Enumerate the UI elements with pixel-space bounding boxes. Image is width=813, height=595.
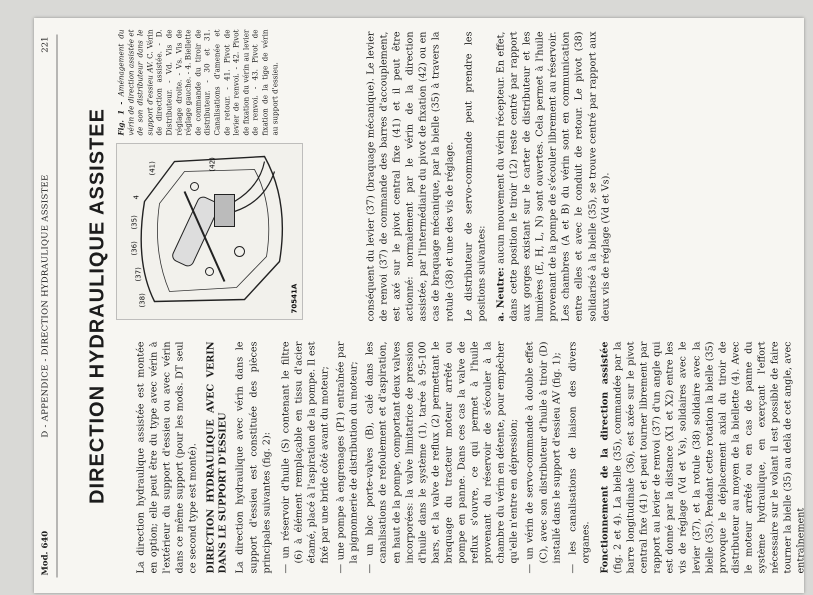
section-intro: La direction hydraulique avec vérin dans le support d'essieu est constituée des pièces principales suivantes (fig. 2):: [234, 341, 272, 573]
caption-title: Aménagement du vérin de direction assistée et de son distributeur dans le support d'essieu AV.: [116, 29, 154, 135]
functioning-ref: (fig. 2 et 4).: [612, 512, 623, 573]
model-label: Mod. 640: [40, 530, 50, 575]
callout: (36): [130, 240, 138, 255]
callout: (35): [130, 214, 138, 229]
figure-label: 70541A: [290, 283, 298, 313]
right-column: [364, 31, 618, 321]
continuation-paragraph: conséquent du levier (37) (braquage mécanique). Le levier de renvoi (37) de commande des barres d'accouplement, est axé sur le pivot central fixe (41) et il peut être actionné: normalement par le vérin de la direction assistée, par l'intermédiaire du pivot de fixation (42) ou en cas de braquage mécanique, par la bielle (35) à travers la rotule (38) et une des vis de réglage.: [365, 31, 455, 321]
callout: (41): [148, 160, 156, 175]
section-heading: DIRECTION HYDRAULIQUE AVEC VERIN DANS LE SUPPORT D'ESSIEU: [205, 341, 229, 573]
section-label: D - APPENDICE - DIRECTION HYDRAULIQUE ASSISTEE: [40, 173, 50, 438]
functioning-text: La bielle (35), commandée par la barre longitudinale (36), est axée sur le pivot central fixe (41) et peut tourner librement par rapport au levier de renvoi (37) d'un angle qui est donné par la distance (X1 et X2) entre les vis de réglage (Vd et Vs), solidaires avec le levier (37), et la rotule (38) solidaire avec la bielle (35). Pendant cette rotation la bielle (35) provoque le déplacement axial du tiroir de distributeur au moyen de la biellette (4). Avec le moteur arrêté ou en cas de panne du système hydraulique, en exerçant l'effort nécessaire sur le volant il est possible de faire tourner la bielle (35) au delà de cet angle, avec entraînement: [612, 341, 807, 573]
header-rule: [56, 34, 57, 577]
callout: 4: [132, 194, 140, 199]
component-list: [279, 341, 592, 573]
neutral-paragraph: [494, 31, 612, 321]
running-header: [40, 36, 54, 575]
positions-intro: Le distributeur de servo-commande peut prendre les positions suivantes:: [462, 31, 487, 321]
scanned-page: [34, 18, 807, 593]
callout: (37): [134, 266, 142, 281]
intro-paragraph: La direction hydraulique assistée est montée en option; elle peut être du type avec vérin à l'extérieur du support d'essieu ou avec vérin dans ce même support (pour les mods. DT seul ce second type est monté).: [135, 341, 199, 573]
functioning-heading: Fonctionnement de la direction assistée: [598, 341, 610, 573]
steering-assembly-drawing: [114, 141, 304, 321]
callout: (42): [208, 156, 216, 171]
rotated-page: [34, 18, 807, 593]
figure-1-drawing: [114, 141, 304, 321]
list-item: — un bloc porte-valves (B), calé dans les canalisations de refoulement et d'aspiration, en haut de la pompe, comportant deux valves incorporées: la valve limitatrice de pression d'huile dans le système (1), tarée à 95-100 bars, et la valve de reflux (2) permettant le braquage du tracteur moteur arrêté ou pompe en panne. Dans ces cas la valve de reflux s'ouvre, ce qui permet à l'huile provenant du réservoir de s'écouler à la chambre du vérin en détente, pour empêcher qu'elle n'entre en dépression;: [364, 341, 520, 573]
caption-label: Fig. 1 -: [116, 95, 125, 135]
list-item: — les canalisations de liaison des divers organes.: [566, 341, 591, 573]
left-column: [134, 341, 813, 573]
functioning-paragraph: [598, 341, 808, 573]
list-item: — une pompe à engrenages (P1) entraînée par la pignonnerie de distribution du moteur;: [335, 341, 360, 573]
distributor-block: [214, 194, 234, 226]
page-number: 221: [40, 36, 50, 53]
figure-caption: [116, 29, 279, 135]
list-item: — un réservoir d'huile (S) contenant le filtre (6) à élément remplaçable en tissu d'acier étamé, placé à l'aspiration de la pompe. Il est fixé par une bride côté avant du moteur;: [279, 341, 331, 573]
callout: (38): [138, 292, 146, 307]
neutral-label: a. Neutre:: [494, 266, 506, 321]
neutral-text: aucun mouvement du vérin récepteur. En effet, dans cette position le tiroir (12) reste centré par rapport aux gorges existant sur le carter de distributeur et les lumières (E, H, L, N) sont ouvertes. Cela permet à l'huile provenant de la pompe de s'écouler librement au réservoir. Les chambres (A et B) du vérin sont en communication entre elles et avec le conduit de retour. Le pivot (38) solidarisé à la bielle (35), se trouve centré par rapport aux deux vis de réglage (Vd et Vs).: [494, 31, 611, 321]
page-title: DIRECTION HYDRAULIQUE ASSISTEE: [86, 107, 108, 504]
caption-body: C. Vérin de direction assistée. - D. Distributeur. - Vd. Vis de réglage droite. - Vs. Vis de réglage gauche. - 4. Biellette de commande du tiroir de distributeur. - 30 et 31. Canalisations d'amenée et de retour. - 41. Pivot de levier de renvoi. - 42. Pivot de fixation du vérin au levier de renvoi. - 43. Pivot de fixation de la tige de vérin au support d'essieu.: [144, 29, 279, 135]
list-item: — un vérin de servo-commande à double effet (C), avec son distributeur d'huile à tiroir (D) installé dans le support d'essieu AV (fig. 1);: [524, 341, 562, 573]
